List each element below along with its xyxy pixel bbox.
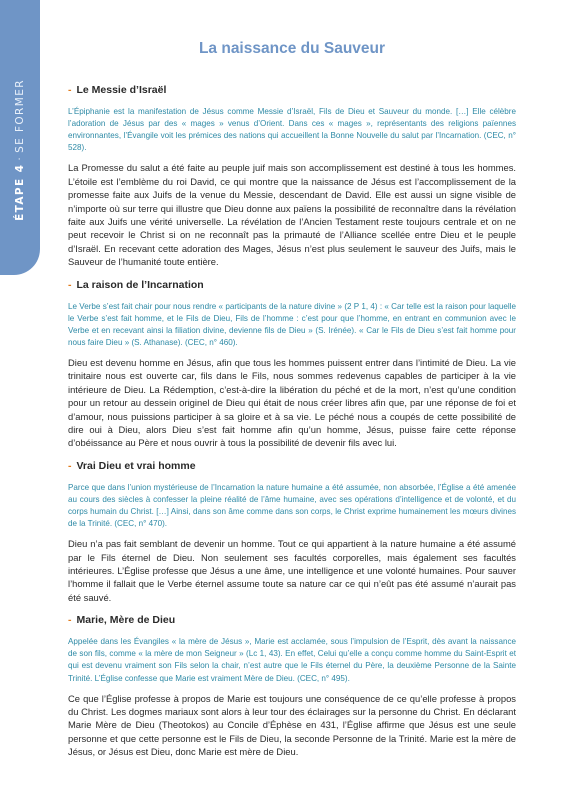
section-title-text: La raison de l’Incarnation bbox=[76, 278, 204, 291]
catechism-quote: L’Épiphanie est la manifestation de Jésus comme Messie d’Israël, Fils de Dieu et Sauveur du monde. […] Elle célèbre l’adoration de Jésus par des « mages » venus d’Orient. Dans ces « mages », représentants des religions païennes environnantes, l’Évangile voit les prémices des nations qui accueillent la Bonne Nouvelle du salut par l’Incarnation. (CEC, n° 528). bbox=[68, 107, 516, 153]
section-title-text: Vrai Dieu et vrai homme bbox=[76, 459, 196, 472]
section-title bbox=[68, 614, 516, 626]
section-body: Dieu n’a pas fait semblant de devenir un homme. Tout ce qui appartient à la nature humaine a été assumé par le Fils éternel de Dieu. Non seulement ses facultés corporelles, mais également ses facultés intérieures. L’Église professe que Jésus a une âme, une intelligence et une volonté humaines. Pour sauver l’homme il fallait que le Verbe éternel assume toute sa nature car ce qui n’eût pas été assumé n’aurait pas été sauvé. bbox=[68, 538, 516, 603]
page-title: La naissance du Sauveur bbox=[198, 40, 386, 57]
section-marie bbox=[68, 614, 516, 758]
section-title bbox=[68, 84, 516, 96]
section-messie bbox=[68, 84, 516, 269]
etape-label: ÉTAPE 4 bbox=[14, 163, 26, 221]
page-content bbox=[68, 36, 516, 769]
bullet-dash: - bbox=[68, 614, 72, 627]
section-incarnation bbox=[68, 279, 516, 450]
catechism-quote: Appelée dans les Évangiles « la mère de Jésus », Marie est acclamée, sous l’impulsion de l’Esprit, dès avant la naissance de son fils, comme « la mère de mon Seigneur » (Lc 1, 43). En effet, Celui qu’elle a conçu comme homme du Saint-Esprit et qui est devenu vraiment son Fils selon la chair, n’est autre que le Fils éternel du Père, la deuxième Personne de la Sainte Trinité. L’Église confesse que Marie est vraiment Mère de Dieu. (CEC, n° 495). bbox=[68, 637, 516, 683]
section-vrai-dieu bbox=[68, 460, 516, 604]
side-tab-separator: · bbox=[14, 155, 26, 161]
section-title bbox=[68, 460, 516, 472]
bullet-dash: - bbox=[68, 278, 72, 291]
bullet-dash: - bbox=[68, 459, 72, 472]
section-body: Ce que l’Église professe à propos de Marie est toujours une conséquence de ce qu’elle professe à propos du Christ. Les dogmes mariaux sont alors à leur tour des éclairages sur la personne du Christ. En déclarant Marie Mère de Dieu (Theotokos) au Concile d’Éphèse en 431, l’Église affirme que Jésus est une seule personne et que cette personne est le Fils de Dieu, la seconde Personne de la Trinité. Marie est la mère de Jésus, or Jésus est Dieu, donc Marie est mère de Dieu. bbox=[68, 692, 516, 758]
section-title-text: Le Messie d’Israël bbox=[76, 84, 167, 96]
bullet-dash: - bbox=[68, 84, 72, 96]
section-body: La Promesse du salut a été faite au peuple juif mais son accomplissement est destiné à tous les hommes. L’étoile est l’emblème du roi David, ce qui montre que la naissance de Jésus est l’accomplissement de la promesse faite aux Juifs de la venue du Messie, descendant de David. Elle est aussi un signe visible de n’importe où sur terre qui illustre que Dieu donne aux païens la possibilité de reconnaître dans la révélation faite aux Juifs une vérité universelle. La révélation de l’Ancien Testament reste toujours centrale et on ne peut recevoir le Christ si on ne reconnaît pas la primauté de l’Alliance scellée entre Dieu et le peuple d’Israël. En recevant cette adoration des Mages, Jésus n’est plus seulement le sauveur des Juifs, mais le Sauveur de l’humanité toute entière. bbox=[68, 162, 516, 268]
section-title bbox=[68, 279, 516, 291]
section-title-text: Marie, Mère de Dieu bbox=[76, 614, 176, 627]
side-tab-sublabel: SE FORMER bbox=[14, 79, 26, 153]
section-body: Dieu est devenu homme en Jésus, afin que tous les hommes puissent entrer dans l’intimité de Dieu. La vie trinitaire nous est ouverte car, fils dans le Fils, nous sommes redevenus capables de participer à la vie intérieure de Dieu. La Rédemption, c’est-à-dire la libération du péché et de la mort, n’est qu’une condition pour un retour au dessein originel de Dieu qui était de nous créer libres afin que, par une réponse de foi et d’amour, nous puissions participer à sa gloire et à sa vie. Le péché nous a coupés de cette possibilité de dire oui à Dieu, alors Dieu s’est fait homme afin qu’un homme, Jésus, puisse faire cette réponse d’obéissance au Père et nous ouvrir à tous la possibilité de devenir fils avec lui. bbox=[68, 357, 516, 449]
side-tab bbox=[0, 0, 40, 275]
catechism-quote: Le Verbe s’est fait chair pour nous rendre « participants de la nature divine » (2 P 1, 4) : « Car telle est la raison pour laquelle le Verbe s’est fait homme, et le Fils de Dieu, Fils de l’homme : c’est pour que l’homme, en entrant en communion avec le Verbe et en recevant ainsi la filiation divine, devienne fils de Dieu » (S. Irénée). « Car le Fils de Dieu s’est fait homme pour nous faire Dieu » (S. Athanase). (CEC, n° 460). bbox=[68, 301, 516, 347]
side-tab-label bbox=[14, 79, 26, 221]
catechism-quote: Parce que dans l’union mystérieuse de l’Incarnation la nature humaine a été assumée, non absorbée, l’Église a été amenée au cours des siècles à confesser la pleine réalité de l’âme humaine, avec ses opérations d’intelligence et de volonté, et du corps humain du Christ. […] Ainsi, dans son âme comme dans son corps, le Christ exprime humainement les mœurs divines de la Trinité. (CEC, n° 470). bbox=[68, 482, 516, 529]
